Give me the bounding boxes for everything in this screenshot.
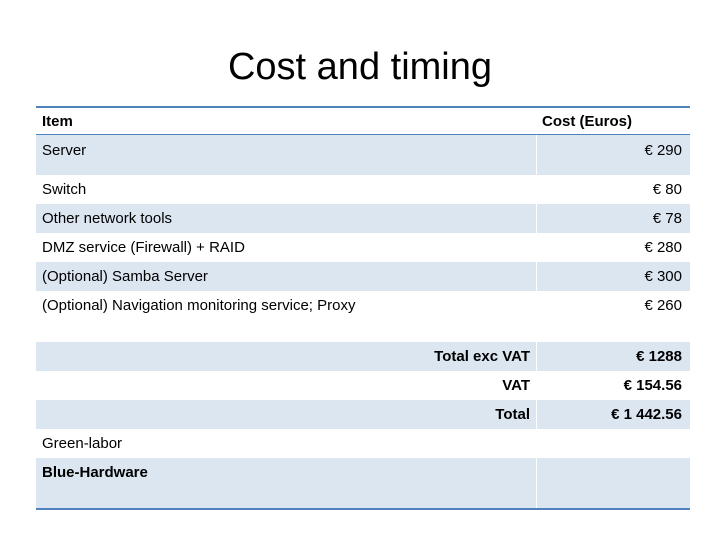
table-header-row [36, 108, 690, 134]
totals-row [36, 371, 690, 400]
header-cost: Cost (Euros) [542, 112, 632, 130]
table-bottom-rule [36, 508, 690, 510]
item-cost: € 300 [644, 268, 682, 285]
column-divider [536, 458, 537, 508]
totals-row [36, 400, 690, 429]
table-row [36, 175, 690, 204]
column-divider [536, 400, 537, 429]
legend-blue-hardware: Blue-Hardware [42, 463, 148, 481]
totals-row [36, 342, 690, 371]
item-cost: € 280 [644, 239, 682, 256]
legend-row [36, 458, 690, 508]
item-name: DMZ service (Firewall) + RAID [42, 239, 245, 256]
column-divider [536, 204, 537, 233]
totals-value: € 1288 [636, 348, 682, 365]
item-name: (Optional) Samba Server [42, 268, 208, 285]
item-name: Switch [42, 181, 87, 198]
cost-table [36, 108, 690, 134]
header-item: Item [42, 112, 73, 130]
item-cost: € 80 [652, 181, 682, 198]
table-row [36, 262, 690, 291]
column-divider [536, 135, 537, 175]
legend-green-labor: Green-labor [42, 435, 123, 452]
legend-row [36, 429, 690, 458]
table-row [36, 233, 690, 262]
column-divider [536, 342, 537, 371]
items-table-body [36, 135, 690, 320]
table-row [36, 291, 690, 320]
item-name: (Optional) Navigation monitoring service; Proxy [42, 297, 356, 314]
item-cost: € 260 [644, 297, 682, 314]
slide-title: Cost and timing [227, 46, 492, 88]
item-cost: € 78 [652, 210, 682, 227]
item-name: Server [42, 141, 87, 159]
item-name: Other network tools [42, 210, 173, 227]
totals-label: Total [495, 406, 530, 423]
item-cost: € 290 [644, 141, 682, 159]
column-divider [536, 262, 537, 291]
totals-value: € 1 442.56 [611, 406, 682, 423]
totals-table [36, 342, 690, 508]
totals-value: € 154.56 [623, 377, 682, 394]
totals-label: Total exc VAT [434, 348, 530, 365]
table-row [36, 135, 690, 175]
table-row [36, 204, 690, 233]
totals-label: VAT [502, 377, 530, 394]
